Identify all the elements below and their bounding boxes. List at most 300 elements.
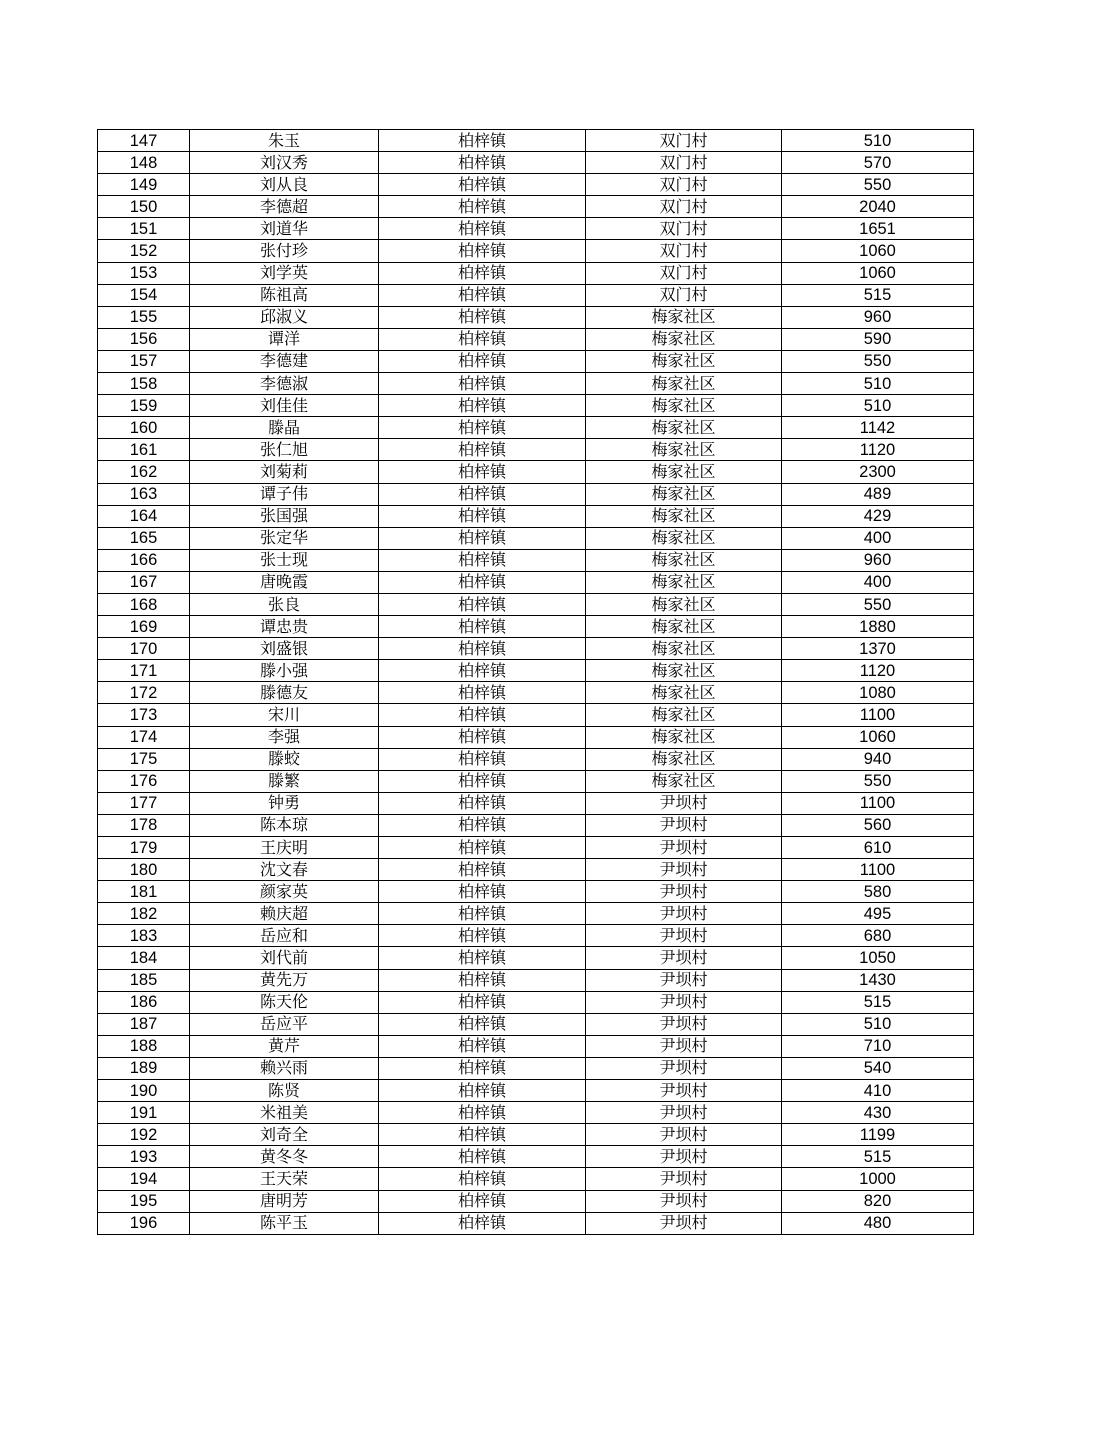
village-cell: 尹坝村	[586, 792, 782, 814]
town-cell: 柏梓镇	[379, 152, 586, 174]
village-cell: 尹坝村	[586, 1035, 782, 1057]
name-cell: 王庆明	[190, 837, 379, 859]
amount-cell: 960	[782, 549, 974, 571]
village-cell: 尹坝村	[586, 1212, 782, 1234]
row-number-cell: 149	[98, 174, 190, 196]
amount-cell: 550	[782, 174, 974, 196]
amount-cell: 1370	[782, 638, 974, 660]
table-row	[98, 969, 974, 991]
row-number-cell: 152	[98, 240, 190, 262]
town-cell: 柏梓镇	[379, 593, 586, 615]
row-number-cell: 179	[98, 837, 190, 859]
town-cell: 柏梓镇	[379, 837, 586, 859]
village-cell: 梅家社区	[586, 726, 782, 748]
row-number-cell: 177	[98, 792, 190, 814]
amount-cell: 1100	[782, 704, 974, 726]
town-cell: 柏梓镇	[379, 284, 586, 306]
village-cell: 梅家社区	[586, 549, 782, 571]
amount-cell: 820	[782, 1190, 974, 1212]
village-cell: 尹坝村	[586, 1080, 782, 1102]
table-row	[98, 1080, 974, 1102]
town-cell: 柏梓镇	[379, 306, 586, 328]
village-cell: 尹坝村	[586, 1102, 782, 1124]
table-row	[98, 925, 974, 947]
row-number-cell: 159	[98, 395, 190, 417]
row-number-cell: 194	[98, 1168, 190, 1190]
village-cell: 尹坝村	[586, 881, 782, 903]
name-cell: 滕小强	[190, 660, 379, 682]
row-number-cell: 147	[98, 130, 190, 152]
name-cell: 谭洋	[190, 328, 379, 350]
town-cell: 柏梓镇	[379, 1190, 586, 1212]
row-number-cell: 155	[98, 306, 190, 328]
row-number-cell: 151	[98, 218, 190, 240]
town-cell: 柏梓镇	[379, 395, 586, 417]
town-cell: 柏梓镇	[379, 505, 586, 527]
row-number-cell: 185	[98, 969, 190, 991]
name-cell: 刘盛银	[190, 638, 379, 660]
name-cell: 张士现	[190, 549, 379, 571]
amount-cell: 1060	[782, 262, 974, 284]
village-cell: 尹坝村	[586, 969, 782, 991]
table-row	[98, 704, 974, 726]
amount-cell: 550	[782, 593, 974, 615]
table-row	[98, 395, 974, 417]
name-cell: 滕德友	[190, 682, 379, 704]
amount-cell: 1142	[782, 417, 974, 439]
town-cell: 柏梓镇	[379, 792, 586, 814]
village-cell: 梅家社区	[586, 704, 782, 726]
row-number-cell: 175	[98, 748, 190, 770]
town-cell: 柏梓镇	[379, 1168, 586, 1190]
town-cell: 柏梓镇	[379, 350, 586, 372]
table-row	[98, 1035, 974, 1057]
name-cell: 黄冬冬	[190, 1146, 379, 1168]
name-cell: 谭忠贵	[190, 616, 379, 638]
amount-cell: 510	[782, 395, 974, 417]
town-cell: 柏梓镇	[379, 859, 586, 881]
table-row	[98, 660, 974, 682]
row-number-cell: 187	[98, 1013, 190, 1035]
town-cell: 柏梓镇	[379, 925, 586, 947]
town-cell: 柏梓镇	[379, 1146, 586, 1168]
town-cell: 柏梓镇	[379, 262, 586, 284]
name-cell: 张仁旭	[190, 439, 379, 461]
table-row	[98, 417, 974, 439]
name-cell: 王天荣	[190, 1168, 379, 1190]
name-cell: 滕蛟	[190, 748, 379, 770]
name-cell: 刘道华	[190, 218, 379, 240]
town-cell: 柏梓镇	[379, 373, 586, 395]
town-cell: 柏梓镇	[379, 616, 586, 638]
name-cell: 陈本琼	[190, 814, 379, 836]
name-cell: 陈贤	[190, 1080, 379, 1102]
table-row	[98, 439, 974, 461]
village-cell: 尹坝村	[586, 859, 782, 881]
name-cell: 宋川	[190, 704, 379, 726]
row-number-cell: 191	[98, 1102, 190, 1124]
table-row	[98, 218, 974, 240]
town-cell: 柏梓镇	[379, 814, 586, 836]
name-cell: 唐晚霞	[190, 571, 379, 593]
amount-cell: 2040	[782, 196, 974, 218]
amount-cell: 1000	[782, 1168, 974, 1190]
name-cell: 沈文春	[190, 859, 379, 881]
name-cell: 赖兴雨	[190, 1057, 379, 1079]
table-row	[98, 505, 974, 527]
amount-cell: 495	[782, 903, 974, 925]
village-cell: 梅家社区	[586, 770, 782, 792]
village-cell: 双门村	[586, 174, 782, 196]
town-cell: 柏梓镇	[379, 174, 586, 196]
name-cell: 李德建	[190, 350, 379, 372]
town-cell: 柏梓镇	[379, 483, 586, 505]
amount-cell: 400	[782, 571, 974, 593]
village-cell: 尹坝村	[586, 1057, 782, 1079]
village-cell: 梅家社区	[586, 748, 782, 770]
row-number-cell: 169	[98, 616, 190, 638]
town-cell: 柏梓镇	[379, 439, 586, 461]
amount-cell: 1050	[782, 947, 974, 969]
table-row	[98, 306, 974, 328]
amount-cell: 540	[782, 1057, 974, 1079]
town-cell: 柏梓镇	[379, 218, 586, 240]
amount-cell: 560	[782, 814, 974, 836]
amount-cell: 710	[782, 1035, 974, 1057]
name-cell: 岳应和	[190, 925, 379, 947]
amount-cell: 590	[782, 328, 974, 350]
town-cell: 柏梓镇	[379, 770, 586, 792]
amount-cell: 1060	[782, 726, 974, 748]
table-row	[98, 991, 974, 1013]
town-cell: 柏梓镇	[379, 130, 586, 152]
row-number-cell: 165	[98, 527, 190, 549]
table-row	[98, 638, 974, 660]
amount-cell: 430	[782, 1102, 974, 1124]
amount-cell: 940	[782, 748, 974, 770]
name-cell: 滕繁	[190, 770, 379, 792]
table-row	[98, 240, 974, 262]
village-cell: 梅家社区	[586, 527, 782, 549]
village-cell: 尹坝村	[586, 837, 782, 859]
row-number-cell: 153	[98, 262, 190, 284]
table-row	[98, 1146, 974, 1168]
row-number-cell: 180	[98, 859, 190, 881]
row-number-cell: 193	[98, 1146, 190, 1168]
village-cell: 梅家社区	[586, 439, 782, 461]
amount-cell: 550	[782, 350, 974, 372]
village-cell: 梅家社区	[586, 373, 782, 395]
name-cell: 张定华	[190, 527, 379, 549]
name-cell: 刘从良	[190, 174, 379, 196]
town-cell: 柏梓镇	[379, 704, 586, 726]
row-number-cell: 162	[98, 461, 190, 483]
name-cell: 邱淑义	[190, 306, 379, 328]
village-cell: 尹坝村	[586, 991, 782, 1013]
table-row	[98, 350, 974, 372]
town-cell: 柏梓镇	[379, 682, 586, 704]
amount-cell: 410	[782, 1080, 974, 1102]
row-number-cell: 170	[98, 638, 190, 660]
town-cell: 柏梓镇	[379, 549, 586, 571]
town-cell: 柏梓镇	[379, 328, 586, 350]
amount-cell: 2300	[782, 461, 974, 483]
table-row	[98, 549, 974, 571]
row-number-cell: 183	[98, 925, 190, 947]
table-row	[98, 1190, 974, 1212]
table-row	[98, 130, 974, 152]
name-cell: 李德淑	[190, 373, 379, 395]
village-cell: 梅家社区	[586, 328, 782, 350]
row-number-cell: 189	[98, 1057, 190, 1079]
row-number-cell: 173	[98, 704, 190, 726]
table-row	[98, 792, 974, 814]
town-cell: 柏梓镇	[379, 903, 586, 925]
amount-cell: 429	[782, 505, 974, 527]
table-row	[98, 1102, 974, 1124]
village-cell: 双门村	[586, 262, 782, 284]
row-number-cell: 148	[98, 152, 190, 174]
village-cell: 梅家社区	[586, 395, 782, 417]
table-row	[98, 1013, 974, 1035]
row-number-cell: 157	[98, 350, 190, 372]
town-cell: 柏梓镇	[379, 748, 586, 770]
town-cell: 柏梓镇	[379, 1080, 586, 1102]
name-cell: 陈平玉	[190, 1212, 379, 1234]
name-cell: 唐明芳	[190, 1190, 379, 1212]
town-cell: 柏梓镇	[379, 196, 586, 218]
table-row	[98, 527, 974, 549]
village-cell: 梅家社区	[586, 682, 782, 704]
name-cell: 黄先万	[190, 969, 379, 991]
row-number-cell: 186	[98, 991, 190, 1013]
town-cell: 柏梓镇	[379, 240, 586, 262]
table-row	[98, 682, 974, 704]
village-cell: 尹坝村	[586, 1168, 782, 1190]
row-number-cell: 166	[98, 549, 190, 571]
town-cell: 柏梓镇	[379, 461, 586, 483]
town-cell: 柏梓镇	[379, 1124, 586, 1146]
village-cell: 尹坝村	[586, 814, 782, 836]
table-row	[98, 947, 974, 969]
town-cell: 柏梓镇	[379, 660, 586, 682]
table-row	[98, 152, 974, 174]
row-number-cell: 160	[98, 417, 190, 439]
row-number-cell: 154	[98, 284, 190, 306]
row-number-cell: 174	[98, 726, 190, 748]
name-cell: 张良	[190, 593, 379, 615]
village-cell: 尹坝村	[586, 903, 782, 925]
village-cell: 双门村	[586, 152, 782, 174]
town-cell: 柏梓镇	[379, 1013, 586, 1035]
row-number-cell: 181	[98, 881, 190, 903]
table-row	[98, 1212, 974, 1234]
table-row	[98, 571, 974, 593]
town-cell: 柏梓镇	[379, 571, 586, 593]
name-cell: 颜家英	[190, 881, 379, 903]
village-cell: 双门村	[586, 240, 782, 262]
town-cell: 柏梓镇	[379, 726, 586, 748]
row-number-cell: 171	[98, 660, 190, 682]
amount-cell: 610	[782, 837, 974, 859]
table-row	[98, 373, 974, 395]
row-number-cell: 196	[98, 1212, 190, 1234]
name-cell: 岳应平	[190, 1013, 379, 1035]
village-cell: 尹坝村	[586, 1190, 782, 1212]
amount-cell: 515	[782, 284, 974, 306]
amount-cell: 1430	[782, 969, 974, 991]
village-cell: 梅家社区	[586, 350, 782, 372]
amount-cell: 1100	[782, 859, 974, 881]
row-number-cell: 182	[98, 903, 190, 925]
amount-cell: 489	[782, 483, 974, 505]
amount-cell: 1880	[782, 616, 974, 638]
name-cell: 谭子伟	[190, 483, 379, 505]
village-cell: 梅家社区	[586, 571, 782, 593]
amount-cell: 550	[782, 770, 974, 792]
amount-cell: 1080	[782, 682, 974, 704]
amount-cell: 960	[782, 306, 974, 328]
amount-cell: 1120	[782, 660, 974, 682]
row-number-cell: 167	[98, 571, 190, 593]
name-cell: 陈祖高	[190, 284, 379, 306]
amount-cell: 510	[782, 130, 974, 152]
row-number-cell: 176	[98, 770, 190, 792]
table-row	[98, 593, 974, 615]
amount-cell: 515	[782, 991, 974, 1013]
table-row	[98, 903, 974, 925]
village-cell: 尹坝村	[586, 1124, 782, 1146]
town-cell: 柏梓镇	[379, 881, 586, 903]
table-row	[98, 770, 974, 792]
town-cell: 柏梓镇	[379, 527, 586, 549]
row-number-cell: 158	[98, 373, 190, 395]
name-cell: 李强	[190, 726, 379, 748]
table-row	[98, 1124, 974, 1146]
name-cell: 刘代前	[190, 947, 379, 969]
village-cell: 尹坝村	[586, 947, 782, 969]
town-cell: 柏梓镇	[379, 417, 586, 439]
table-row	[98, 1168, 974, 1190]
amount-cell: 580	[782, 881, 974, 903]
town-cell: 柏梓镇	[379, 1102, 586, 1124]
table-row	[98, 483, 974, 505]
table-row	[98, 748, 974, 770]
village-cell: 双门村	[586, 284, 782, 306]
row-number-cell: 172	[98, 682, 190, 704]
table-row	[98, 881, 974, 903]
village-cell: 梅家社区	[586, 505, 782, 527]
amount-cell: 480	[782, 1212, 974, 1234]
row-number-cell: 188	[98, 1035, 190, 1057]
village-cell: 双门村	[586, 130, 782, 152]
village-cell: 尹坝村	[586, 1146, 782, 1168]
name-cell: 陈天伦	[190, 991, 379, 1013]
table-row	[98, 262, 974, 284]
row-number-cell: 168	[98, 593, 190, 615]
village-cell: 梅家社区	[586, 638, 782, 660]
row-number-cell: 195	[98, 1190, 190, 1212]
name-cell: 刘菊莉	[190, 461, 379, 483]
table-row	[98, 196, 974, 218]
village-cell: 尹坝村	[586, 1013, 782, 1035]
name-cell: 赖庆超	[190, 903, 379, 925]
table-row	[98, 837, 974, 859]
village-cell: 梅家社区	[586, 461, 782, 483]
table-row	[98, 328, 974, 350]
name-cell: 刘佳佳	[190, 395, 379, 417]
row-number-cell: 164	[98, 505, 190, 527]
row-number-cell: 156	[98, 328, 190, 350]
village-cell: 尹坝村	[586, 925, 782, 947]
amount-cell: 515	[782, 1146, 974, 1168]
table-row	[98, 616, 974, 638]
amount-cell: 1060	[782, 240, 974, 262]
name-cell: 米祖美	[190, 1102, 379, 1124]
name-cell: 刘汉秀	[190, 152, 379, 174]
town-cell: 柏梓镇	[379, 1035, 586, 1057]
town-cell: 柏梓镇	[379, 1212, 586, 1234]
row-number-cell: 150	[98, 196, 190, 218]
row-number-cell: 192	[98, 1124, 190, 1146]
row-number-cell: 184	[98, 947, 190, 969]
name-cell: 李德超	[190, 196, 379, 218]
name-cell: 张付珍	[190, 240, 379, 262]
town-cell: 柏梓镇	[379, 947, 586, 969]
village-cell: 双门村	[586, 196, 782, 218]
table-row	[98, 726, 974, 748]
table-row	[98, 1057, 974, 1079]
row-number-cell: 178	[98, 814, 190, 836]
village-cell: 梅家社区	[586, 660, 782, 682]
data-table	[97, 129, 974, 1235]
name-cell: 钟勇	[190, 792, 379, 814]
village-cell: 双门村	[586, 218, 782, 240]
name-cell: 张国强	[190, 505, 379, 527]
name-cell: 朱玉	[190, 130, 379, 152]
name-cell: 刘学英	[190, 262, 379, 284]
name-cell: 黄芹	[190, 1035, 379, 1057]
table-body	[98, 130, 974, 1235]
village-cell: 梅家社区	[586, 593, 782, 615]
village-cell: 梅家社区	[586, 306, 782, 328]
town-cell: 柏梓镇	[379, 1057, 586, 1079]
town-cell: 柏梓镇	[379, 638, 586, 660]
town-cell: 柏梓镇	[379, 969, 586, 991]
table-row	[98, 814, 974, 836]
table-row	[98, 859, 974, 881]
amount-cell: 510	[782, 1013, 974, 1035]
table-row	[98, 284, 974, 306]
amount-cell: 570	[782, 152, 974, 174]
village-cell: 梅家社区	[586, 483, 782, 505]
amount-cell: 1120	[782, 439, 974, 461]
amount-cell: 400	[782, 527, 974, 549]
amount-cell: 1199	[782, 1124, 974, 1146]
village-cell: 梅家社区	[586, 616, 782, 638]
table-row	[98, 461, 974, 483]
row-number-cell: 163	[98, 483, 190, 505]
row-number-cell: 190	[98, 1080, 190, 1102]
name-cell: 滕晶	[190, 417, 379, 439]
amount-cell: 680	[782, 925, 974, 947]
name-cell: 刘奇全	[190, 1124, 379, 1146]
row-number-cell: 161	[98, 439, 190, 461]
table-row	[98, 174, 974, 196]
village-cell: 梅家社区	[586, 417, 782, 439]
amount-cell: 1651	[782, 218, 974, 240]
town-cell: 柏梓镇	[379, 991, 586, 1013]
